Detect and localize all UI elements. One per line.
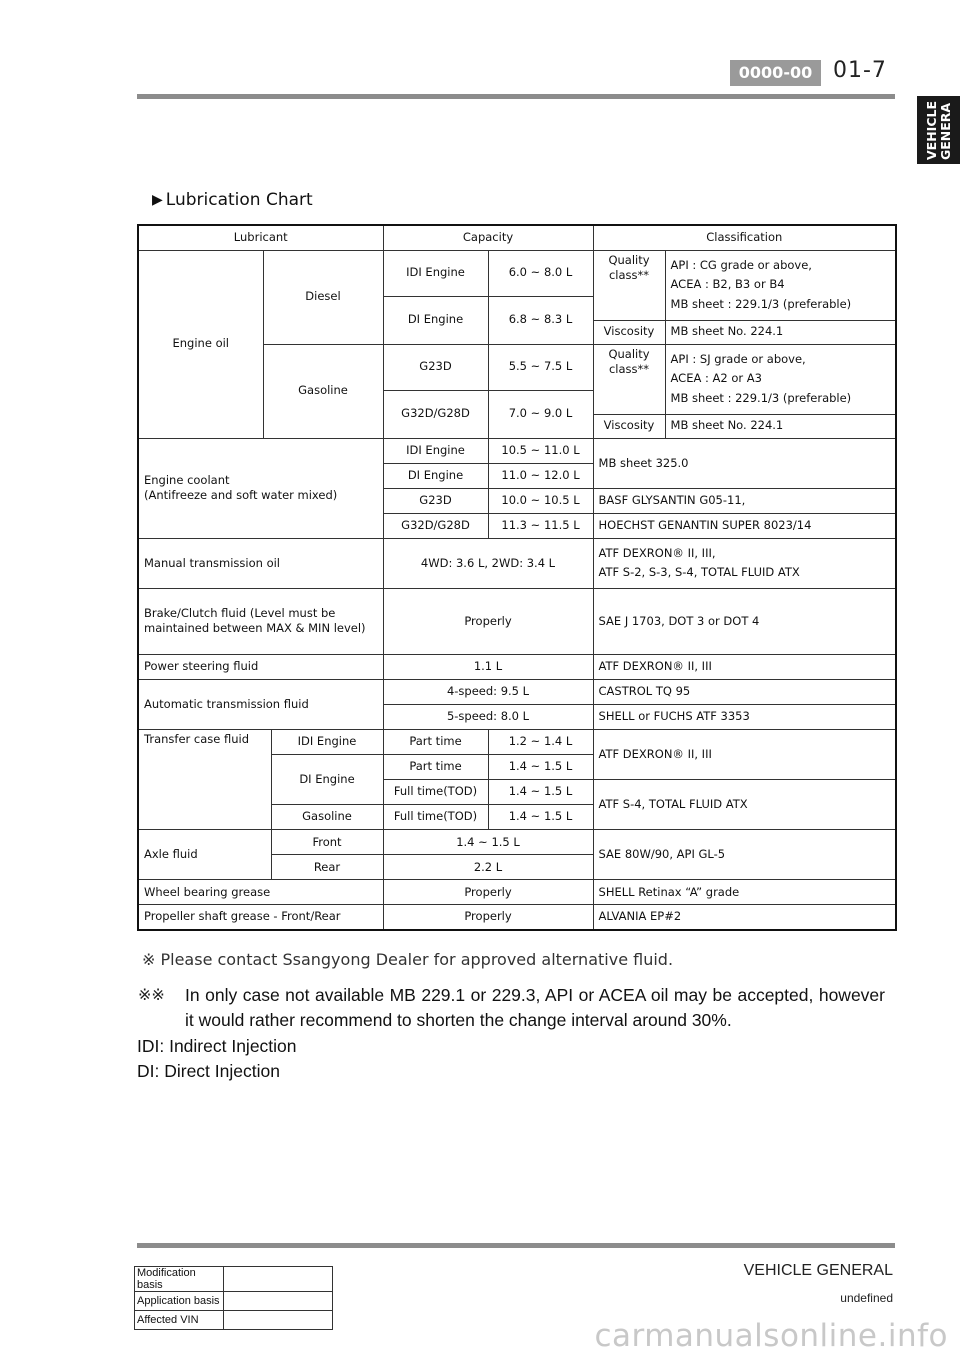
modification-table [134, 1266, 333, 1330]
side-chapter-tab [917, 96, 960, 164]
dealer-note: ※ Please contact Ssangyong Dealer for approved alternative fluid. [142, 950, 674, 969]
table-row [138, 830, 896, 855]
table-row [135, 1311, 333, 1330]
engine-oil-label: Engine oil [138, 250, 263, 438]
transfer-mode: Full time(TOD) [383, 780, 488, 805]
oil-substitution-note: In only case not available MB 229.1 or 229.3, API or ACEA oil may be accepted, however it would rather recommend to shorten the change interval around 30%. [185, 985, 885, 1030]
propeller-class: ALVANIA EP#2 [593, 905, 896, 930]
transfer-mode: Part time [383, 730, 488, 755]
auto-trans-class: CASTROL TQ 95 [593, 680, 896, 705]
transfer-class-top: ATF DEXRON® II, III [593, 730, 896, 780]
engine-cell: IDI Engine [383, 438, 488, 463]
transfer-di-label: DI Engine [271, 755, 383, 805]
axle-front-label: Front [271, 830, 383, 855]
page-number: 01-7 [833, 58, 887, 83]
brake-label: Brake/Clutch fluid (Level must be maintained between MAX & MIN level) [138, 588, 383, 654]
table-row [138, 438, 896, 463]
axle-rear-label: Rear [271, 855, 383, 880]
mod-value [224, 1267, 333, 1292]
wheel-bearing-label: Wheel bearing grease [138, 880, 383, 905]
double-note-mark: ※※ [138, 985, 165, 1004]
capacity-cell: 10.5 ~ 11.0 L [488, 438, 593, 463]
transfer-idi-label: IDI Engine [271, 730, 383, 755]
axle-label: Axle fluid [138, 830, 271, 880]
table-row [138, 250, 896, 296]
transfer-capacity: 1.4 ~ 1.5 L [488, 755, 593, 780]
mod-label: Affected VIN [135, 1311, 224, 1330]
power-steering-label: Power steering fluid [138, 655, 383, 680]
header-divider [137, 94, 895, 99]
side-tab-line2: GENERA [937, 102, 953, 160]
manual-trans-class: ATF DEXRON® II, III, ATF S-2, S-3, S-4, TOTAL FLUID ATX [593, 538, 896, 588]
transfer-gasoline-label: Gasoline [271, 805, 383, 830]
viscosity-value: MB sheet No. 224.1 [665, 320, 896, 344]
gasoline-label: Gasoline [263, 344, 383, 438]
auto-trans-capacity: 5-speed: 8.0 L [383, 705, 593, 730]
engine-cell: G23D [383, 488, 488, 513]
table-row [138, 880, 896, 905]
transfer-class-bottom: ATF S-4, TOTAL FLUID ATX [593, 780, 896, 830]
engine-cell: G32D/G28D [383, 513, 488, 538]
coolant-class-basf: BASF GLYSANTIN G05-11, [593, 488, 896, 513]
transfer-capacity: 1.4 ~ 1.5 L [488, 780, 593, 805]
footer-subtitle: undefined [840, 1291, 893, 1305]
manual-trans-capacity: 4WD: 3.6 L, 2WD: 3.4 L [383, 538, 593, 588]
header-capacity: Capacity [383, 225, 593, 250]
engine-cell: IDI Engine [383, 250, 488, 296]
footer-divider [137, 1243, 895, 1248]
viscosity-label: Viscosity [593, 414, 665, 438]
propeller-label: Propeller shaft grease - Front/Rear [138, 905, 383, 930]
power-steering-class: ATF DEXRON® II, III [593, 655, 896, 680]
coolant-label: Engine coolant (Antifreeze and soft water mixed) [138, 438, 383, 538]
quality-class-values: API : CG grade or above, ACEA : B2, B3 or B4 MB sheet : 229.1/3 (preferable) [665, 250, 896, 320]
idi-definition: IDI: Indirect Injection [137, 1036, 297, 1056]
table-row [135, 1267, 333, 1292]
quality-class-label: Quality class** [593, 250, 665, 320]
auto-trans-class: SHELL or FUCHS ATF 3353 [593, 705, 896, 730]
auto-trans-capacity: 4-speed: 9.5 L [383, 680, 593, 705]
quality-class-label: Quality class** [593, 344, 665, 414]
brake-class: SAE J 1703, DOT 3 or DOT 4 [593, 588, 896, 654]
capacity-cell: 5.5 ~ 7.5 L [488, 344, 593, 390]
axle-rear-capacity: 2.2 L [383, 855, 593, 880]
axle-front-capacity: 1.4 ~ 1.5 L [383, 830, 593, 855]
quality-class-values: API : SJ grade or above, ACEA : A2 or A3 MB sheet : 229.1/3 (preferable) [665, 344, 896, 414]
table-row [135, 1292, 333, 1311]
manual-trans-label: Manual transmission oil [138, 538, 383, 588]
lubrication-table [137, 224, 897, 931]
table-row [138, 730, 896, 755]
table-row [138, 680, 896, 705]
table-row [138, 538, 896, 588]
watermark-text: carmanualsonline.info [594, 1318, 948, 1354]
capacity-cell: 10.0 ~ 10.5 L [488, 488, 593, 513]
di-definition: DI: Direct Injection [137, 1061, 280, 1081]
capacity-cell: 7.0 ~ 9.0 L [488, 390, 593, 438]
footer-chapter-title: VEHICLE GENERAL [743, 1262, 893, 1279]
table-row [138, 905, 896, 930]
transfer-label: Transfer case fluid [138, 730, 271, 830]
table-row [138, 588, 896, 654]
triangle-right-icon: ▶ [152, 192, 163, 208]
capacity-cell: 11.0 ~ 12.0 L [488, 463, 593, 488]
section-code-badge: 0000-00 [730, 60, 821, 86]
viscosity-value: MB sheet No. 224.1 [665, 414, 896, 438]
coolant-class-mb: MB sheet 325.0 [593, 438, 896, 488]
header-lubricant: Lubricant [138, 225, 383, 250]
mod-value [224, 1292, 333, 1311]
viscosity-label: Viscosity [593, 320, 665, 344]
side-tab-line1: VEHICLE [923, 100, 939, 160]
mod-label: Application basis [135, 1292, 224, 1311]
coolant-class-hoechst: HOECHST GENANTIN SUPER 8023/14 [593, 513, 896, 538]
engine-cell: DI Engine [383, 296, 488, 344]
brake-capacity: Properly [383, 588, 593, 654]
header-classification: Classification [593, 225, 896, 250]
mod-label: Modification basis [135, 1267, 224, 1292]
transfer-capacity: 1.4 ~ 1.5 L [488, 805, 593, 830]
engine-cell: G23D [383, 344, 488, 390]
wheel-bearing-capacity: Properly [383, 880, 593, 905]
capacity-cell: 11.3 ~ 11.5 L [488, 513, 593, 538]
diesel-label: Diesel [263, 250, 383, 344]
capacity-cell: 6.8 ~ 8.3 L [488, 296, 593, 344]
power-steering-capacity: 1.1 L [383, 655, 593, 680]
capacity-cell: 6.0 ~ 8.0 L [488, 250, 593, 296]
mod-value [224, 1311, 333, 1330]
section-title [152, 190, 313, 210]
engine-cell: G32D/G28D [383, 390, 488, 438]
table-row [138, 655, 896, 680]
wheel-bearing-class: SHELL Retinax “A” grade [593, 880, 896, 905]
table-header-row [138, 225, 896, 250]
section-title-text: Lubrication Chart [165, 190, 313, 210]
propeller-capacity: Properly [383, 905, 593, 930]
axle-class: SAE 80W/90, API GL-5 [593, 830, 896, 880]
engine-cell: DI Engine [383, 463, 488, 488]
transfer-capacity: 1.2 ~ 1.4 L [488, 730, 593, 755]
auto-trans-label: Automatic transmission fluid [138, 680, 383, 730]
transfer-mode: Part time [383, 755, 488, 780]
transfer-mode: Full time(TOD) [383, 805, 488, 830]
